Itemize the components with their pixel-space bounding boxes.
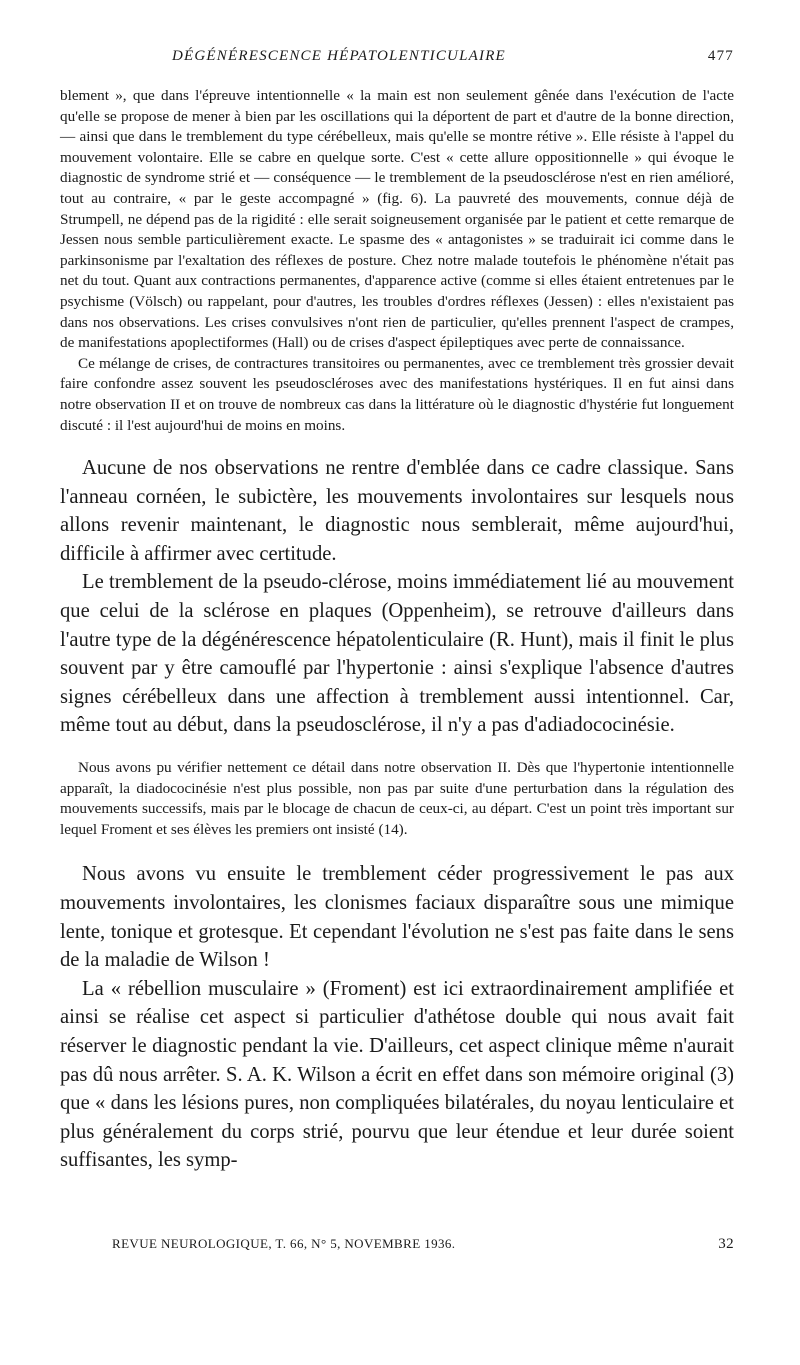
paragraph-large-1: Aucune de nos observations ne rentre d'emblée dans ce cadre classique. Sans l'anneau cornéen, le subictère, les mouvements involontaires sur lesquels nous allons revenir maintenant, le diagnostic nous semblerait, même aujourd'hui, difficile à affirmer avec certitude. [60,457,734,565]
paragraph-large-2: Le tremblement de la pseudo-clérose, moins immédiatement lié au mouvement que celui de la sclérose en plaques (Oppenheim), se retrouve d'ailleurs dans l'autre type de la dégénérescence hépatolenticulaire (R. Hunt), mais il finit le plus souvent par y être camouflé par l'hypertonie : ainsi s'explique l'absence d'autres signes cérébelleux dans une affection à tremblement aussi intentionnel. Car, même tout au début, dans la pseudosclérose, il n'y a pas d'adiadococinésie. [60,571,734,737]
journal-reference: REVUE NEUROLOGIQUE, T. 66, N° 5, NOVEMBRE 1936. [112,1236,456,1251]
body-text [60,86,734,1175]
paragraph-small-3: Nous avons pu vérifier nettement ce détail dans notre observation II. Dès que l'hypertonie intentionnelle apparaît, la diadococinésie n'est plus possible, non pas par suite d'une perturbation dans la régulation des mouvements successifs, mais par le blocage de chacun de ceux-ci, au départ. C'est un point très important sur lequel Froment et ses élèves les premiers ont insisté (14). [60,759,734,838]
page-number: 477 [707,48,734,64]
paragraph-small-1: blement », que dans l'épreuve intentionnelle « la main est non seulement gênée dans l'exécution de l'acte qu'elle se propose de mener à bien par les oscillations qui la déportent de part et d'autre de la bonne direction, — ainsi que dans le tremblement du type cérébelleux, mais qu'elle se montre rétive ». Elle résiste à l'appel du mouvement volontaire. Elle se cabre en quelque sorte. C'est « cette allure oppositionnelle » qui évoque le diagnostic de syndrome strié et — conséquence — le tremblement de la pseudosclérose n'est en rien amélioré, tout au contraire, « par le geste accompagné » (fig. 6). La pauvreté des mouvements, connue déjà de Strumpell, ne dépend pas de la rigidité : elle serait soigneusement organisée par le patient et cette remarque de Jessen nous semble particulièrement exacte. Le spasme des « antagonistes » se traduirait ici comme dans le parkinsonisme par l'exaltation des réflexes de posture. Chez notre malade toutefois le phénomène n'était pas net du tout. Quant aux contractions permanentes, d'apparence active (comme si elles étaient entretenues par le psychisme (Völsch) ou rappelant, pour d'autres, les troubles d'ordres réflexes (Jessen) : elles n'existaient pas dans nos observations. Les crises convulsives n'ont rien de particulier, qu'elles prennent l'aspect de crampes, de manifestations apoplectiformes (Hall) ou de crises d'aspect épileptiques avec perte de connaissance. [60,87,734,352]
paragraph-large-4: La « rébellion musculaire » (Froment) est ici extraordinairement amplifiée et ainsi se réalise cet aspect si particulier d'athétose double qui nous avait fait réserver le diagnostic pendant la vie. D'ailleurs, cet aspect clinique même n'aurait pas dû nous arrêter. S. A. K. Wilson a écrit en effet dans son mémoire original (3) que « dans les lésions pures, non compliquées bilatérales, du noyau lenticulaire et plus généralement du corps strié, pourvu que leur étendue et leur durée soient suffisantes, les symp- [60,977,734,1172]
paragraph-large-3: Nous avons vu ensuite le tremblement céder progressivement le pas aux mouvements involontaires, les clonismes faciaux disparaître sous une mimique lente, tonique et grotesque. Et cependant l'évolution ne s'est pas faite dans le sens de la maladie de Wilson ! [60,863,734,972]
signature-number: 32 [718,1236,734,1252]
running-title: DÉGÉNÉRESCENCE HÉPATOLENTICULAIRE [172,48,506,64]
paragraph-small-2: Ce mélange de crises, de contractures transitoires ou permanentes, avec ce tremblement très grossier devait faire confondre assez souvent les pseudoscléroses avec des manifestations hystériques. Il en fut ainsi dans notre observation II et on trouve de nombreux cas dans la littérature où le diagnostic d'hystérie fut longuement discuté : il l'est aujourd'hui de moins en moins. [60,354,734,434]
